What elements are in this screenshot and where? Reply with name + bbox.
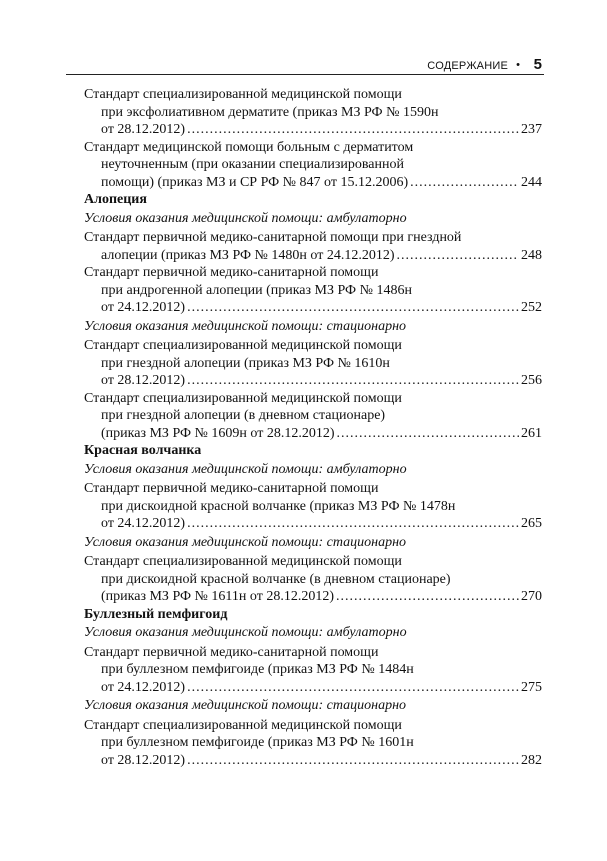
toc-entry-line: при гнездной алопеции (в дневном стационаре) [101, 408, 386, 423]
toc-entry-last-line: от 28.12.2012) [101, 373, 186, 388]
toc-entry[interactable] [84, 139, 542, 192]
toc-entry-line: Стандарт специализированной медицинской помощи [84, 554, 402, 569]
toc-entry[interactable] [84, 644, 542, 697]
toc-entry[interactable] [84, 86, 542, 139]
toc-page-number: 275 [521, 679, 542, 695]
header-title: СОДЕРЖАНИЕ [427, 60, 508, 72]
dot-leader [187, 121, 519, 139]
toc-entry-last-line: (приказ МЗ РФ № 1609н от 28.12.2012) [101, 425, 335, 441]
care-conditions-subheading: Условия оказания медицинской помощи: амбулаторно [84, 625, 407, 640]
toc-entry-last-line: помощи) (приказ МЗ и СР РФ № 847 от 15.12.2006) [101, 174, 409, 190]
toc-entry-last-line: алопеции (приказ МЗ РФ № 1480н от 24.12.2012) [101, 247, 395, 263]
toc-entry[interactable] [84, 390, 542, 443]
toc-entry-last-line: от 28.12.2012) [101, 122, 186, 137]
toc-entry-last-line: от 24.12.2012) [101, 679, 186, 695]
care-conditions-subheading: Условия оказания медицинской помощи: амбулаторно [84, 461, 407, 477]
care-conditions-subheading: Условия оказания медицинской помощи: стационарно [84, 698, 407, 713]
dot-leader [397, 247, 519, 265]
toc-entry-line: при дискоидной красной волчанке (в дневном стационаре) [101, 571, 451, 587]
toc-entry-line: при эксфолиативном дерматите (приказ МЗ РФ № 1590н [101, 104, 439, 120]
toc-entry-line: Стандарт специализированной медицинской помощи [84, 717, 402, 733]
toc-page-number: 244 [521, 174, 542, 190]
toc-entry[interactable] [84, 264, 542, 317]
toc-entry-line: Стандарт первичной медико-санитарной помощи [84, 644, 379, 660]
header-bullet: • [516, 59, 520, 71]
toc-entry[interactable] [84, 553, 542, 606]
toc-entry-line: при андрогенной алопеции (приказ МЗ РФ № 1486н [101, 282, 412, 298]
toc-entry-line: Стандарт первичной медико-санитарной помощи при гнездной [84, 230, 462, 245]
care-conditions-subheading: Условия оказания медицинской помощи: стационарно [84, 534, 407, 550]
toc-page-number: 265 [521, 516, 542, 531]
toc-page-number: 270 [521, 589, 542, 604]
toc-page-number: 261 [521, 425, 542, 441]
care-conditions-subheading: Условия оказания медицинской помощи: стационарно [84, 318, 407, 334]
dot-leader [337, 425, 520, 443]
toc-entry-line: Стандарт специализированной медицинской помощи [84, 390, 402, 406]
toc-entry-last-line: (приказ МЗ РФ № 1611н от 28.12.2012) [101, 589, 334, 604]
section-heading: Красная волчанка [84, 443, 202, 458]
toc-entry-line: при буллезном пемфигоиде (приказ МЗ РФ № 1601н [101, 735, 414, 750]
toc-entry-last-line: от 24.12.2012) [101, 516, 186, 531]
toc-entry-line: при буллезном пемфигоиде (приказ МЗ РФ № 1484н [101, 662, 414, 677]
toc-page-number: 237 [521, 122, 542, 137]
toc-entry-line: Стандарт специализированной медицинской помощи [84, 338, 402, 353]
dot-leader [187, 679, 519, 697]
section-heading: Алопеция [84, 192, 147, 207]
dot-leader [187, 372, 519, 390]
dot-leader [187, 515, 519, 533]
toc-entry-line: неуточненным (при оказании специализированной [101, 157, 404, 172]
toc-entry[interactable] [84, 480, 542, 533]
toc-entry-last-line: от 28.12.2012) [101, 752, 186, 768]
toc-entry[interactable] [84, 337, 542, 390]
toc-entry[interactable] [84, 717, 542, 770]
dot-leader [187, 752, 519, 770]
toc-entry[interactable] [84, 229, 542, 264]
toc-page-number: 252 [521, 300, 542, 315]
section-heading: Буллезный пемфигоид [84, 606, 228, 622]
dot-leader [336, 588, 519, 606]
page-number: 5 [533, 56, 542, 73]
toc-page-number: 248 [521, 247, 542, 263]
toc-entry-line: Стандарт медицинской помощи больным с дерматитом [84, 139, 414, 155]
toc-entry-line: Стандарт первичной медико-санитарной помощи [84, 265, 379, 280]
toc-entry-line: Стандарт специализированной медицинской помощи [84, 87, 402, 102]
running-header [66, 52, 544, 75]
toc-entry-line: при гнездной алопеции (приказ МЗ РФ № 1610н [101, 355, 390, 371]
table-of-contents [84, 86, 542, 769]
toc-entry-line: Стандарт первичной медико-санитарной помощи [84, 481, 379, 496]
dot-leader [187, 299, 519, 317]
toc-page-number: 282 [521, 752, 542, 768]
care-conditions-subheading: Условия оказания медицинской помощи: амбулаторно [84, 210, 407, 226]
toc-entry-last-line: от 24.12.2012) [101, 300, 186, 315]
toc-page-number: 256 [521, 373, 542, 388]
toc-entry-line: при дискоидной красной волчанке (приказ МЗ РФ № 1478н [101, 498, 456, 514]
dot-leader [410, 174, 519, 192]
